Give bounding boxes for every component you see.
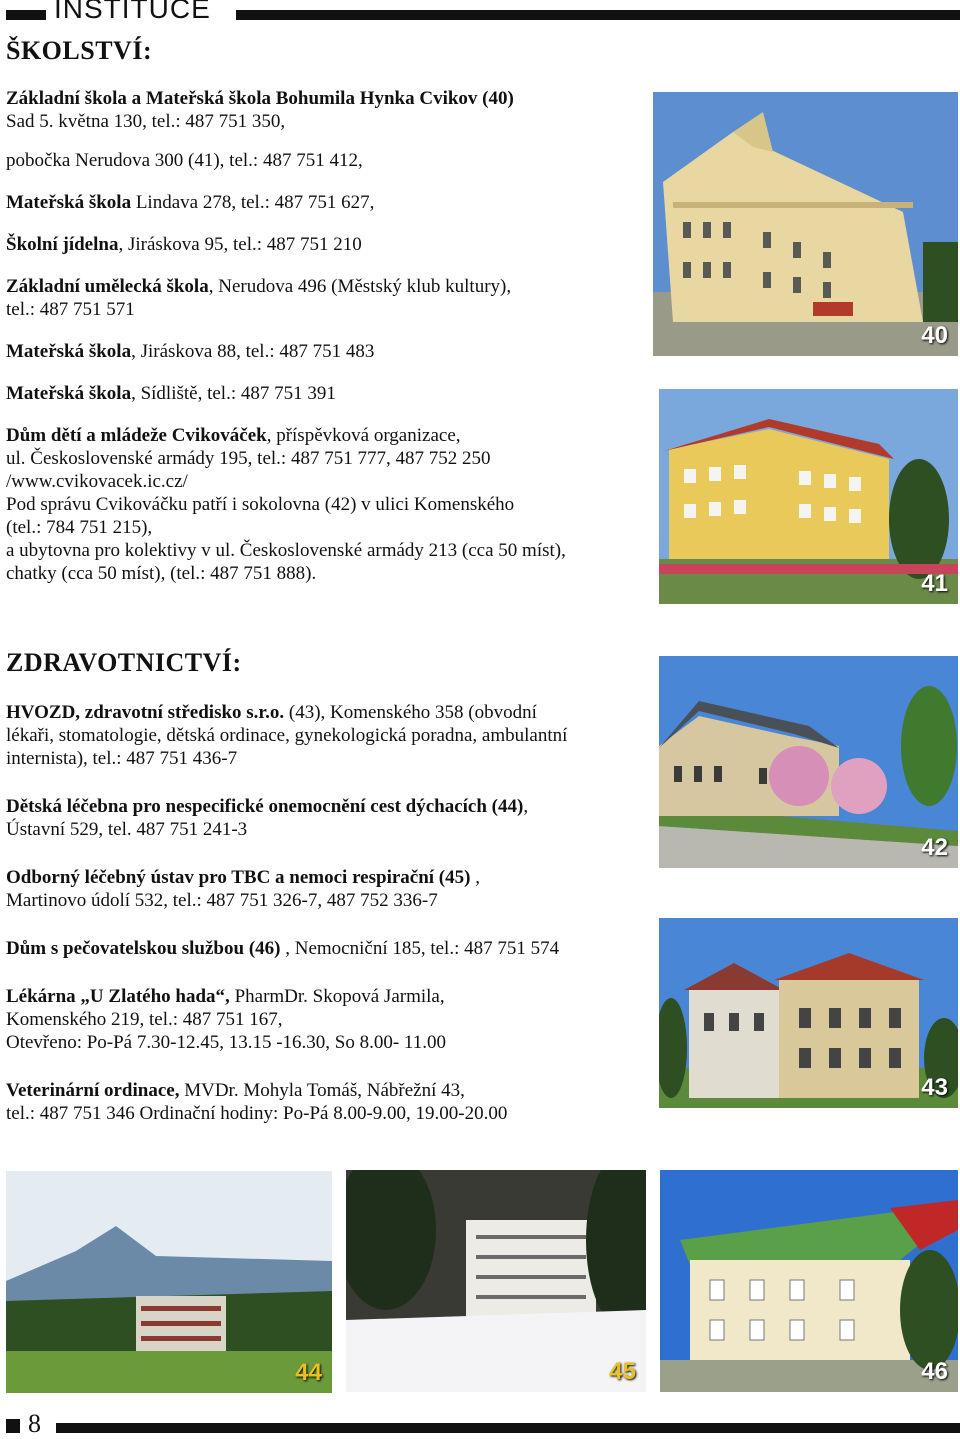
entry-ddm-cvikovacek: Dům dětí a mládeže Cvikováček, příspěvková organizace, ul. Československé armády 195, tel.: 487 751 777, 487 752 250 /www.cvikovacek.ic.cz/ Pod správu Cvikováčku patří i sokolovna (42) v ulici Komenského (tel.: 784 751 215), a ubytovna pro kolektivy v ul. Československé armády 213 (cca 50 míst), chatky (cca 50 míst), (tel.: 487 751 888). xyxy=(6,425,566,584)
entry-hvozd: HVOZD, zdravotní středisko s.r.o. (43), Komenského 358 (obvodní lékaři, stomatologie, dětská ordinace, gynekologická poradna, ambulantní internista), tel.: 487 751 436-7 xyxy=(6,702,568,769)
photo-42-sokolovna xyxy=(659,656,958,868)
entry-odborny-ustav: Odborný léčebný ústav pro TBC a nemoci respirační (45) , Martinovo údolí 532, tel.: 487 751 326-7, 487 752 336-7 xyxy=(6,867,480,911)
photo-number-42: 42 xyxy=(921,834,948,861)
photo-number-44: 44 xyxy=(295,1359,322,1386)
page-title: INSTITUCE xyxy=(54,0,211,24)
page-number: 8 xyxy=(28,1409,41,1438)
header-rule-right xyxy=(236,10,960,20)
photo-number-46: 46 xyxy=(921,1358,948,1385)
entry-pecovatelska-sluzba: Dům s pečovatelskou službou (46) , Nemocniční 185, tel.: 487 751 574 xyxy=(6,938,560,959)
footer-square xyxy=(6,1419,20,1433)
entry-ms-lindava: Mateřská škola Lindava 278, tel.: 487 751 627, xyxy=(6,192,375,213)
photo-number-41: 41 xyxy=(921,570,948,597)
header-rule-left xyxy=(6,10,46,20)
header-bar xyxy=(0,0,960,30)
entry-ms-jiraskova: Mateřská škola, Jiráskova 88, tel.: 487 751 483 xyxy=(6,341,375,362)
photo-41-school-building xyxy=(659,389,958,604)
section-title-zdravotnictvi: ZDRAVOTNICTVÍ: xyxy=(6,648,242,677)
entry-lekarna: Lékárna „U Zlatého hada“, PharmDr. Skopová Jarmila, Komenského 219, tel.: 487 751 167, Otevřeno: Po-Pá 7.30-12.45, 13.15 -16.30, So 8.00- 11.00 xyxy=(6,986,446,1053)
photo-46-care-home xyxy=(660,1170,958,1392)
photo-45-tbc-institute-winter xyxy=(346,1170,646,1392)
page-footer xyxy=(0,1405,960,1438)
entry-veterinarni-ordinace: Veterinární ordinace, MVDr. Mohyla Tomáš, Nábřežní 43, tel.: 487 751 346 Ordinační hodiny: Po-Pá 8.00-9.00, 19.00-20.00 xyxy=(6,1080,508,1124)
entry-ms-sidliste: Mateřská škola, Sídliště, tel.: 487 751 391 xyxy=(6,383,336,404)
footer-rule xyxy=(56,1423,960,1433)
entry-skolni-jidelna: Školní jídelna, Jiráskova 95, tel.: 487 751 210 xyxy=(6,234,362,255)
photo-number-43: 43 xyxy=(921,1074,948,1101)
photo-43-hvozd-building xyxy=(659,918,958,1108)
photo-44-childrens-sanatorium xyxy=(6,1171,332,1393)
entry-pobocka: pobočka Nerudova 300 (41), tel.: 487 751 412, xyxy=(6,150,363,171)
entry-zus: Základní umělecká škola, Nerudova 496 (Městský klub kultury), tel.: 487 751 571 xyxy=(6,276,512,320)
entry-zs-ms: Základní škola a Mateřská škola Bohumila Hynka Cvikov (40) Sad 5. května 130, tel.: 487 751 350, xyxy=(6,88,514,132)
entry-detska-lecebna: Dětská léčebna pro nespecifické onemocnění cest dýchacích (44), Ústavní 529, tel. 487 751 241-3 xyxy=(6,796,529,840)
photo-40-school-building xyxy=(653,92,958,356)
photo-number-40: 40 xyxy=(921,322,948,349)
photo-number-45: 45 xyxy=(609,1358,636,1385)
section-title-skolstvi: ŠKOLSTVÍ: xyxy=(6,36,153,65)
